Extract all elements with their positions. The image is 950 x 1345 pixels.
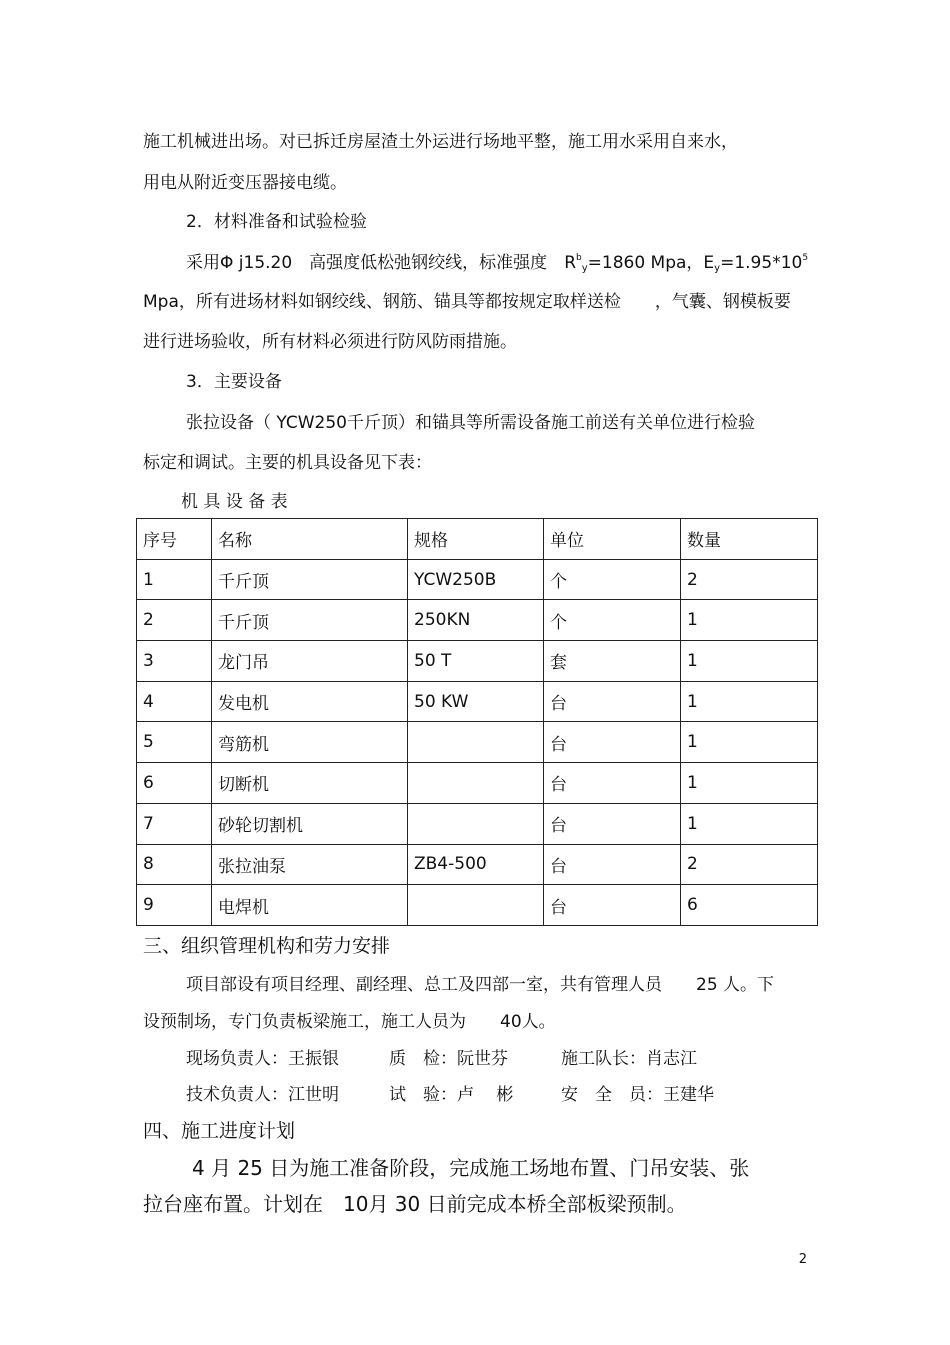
table-cell: 千斤顶 — [212, 559, 408, 600]
table-cell: 3 — [137, 641, 212, 682]
table-cell: 1 — [681, 681, 818, 722]
table-header-cell: 单位 — [544, 519, 681, 560]
table-cell: 50 KW — [408, 681, 544, 722]
section-4-para-1: 4 月 25 日为施工准备阶段，完成施工场地布置、门吊安装、张 — [192, 1156, 750, 1180]
table-header-row — [137, 519, 818, 560]
section-4-para-2: 拉台座布置。计划在 10月 30 日前完成本桥全部板梁预制。 — [143, 1192, 687, 1216]
table-cell: 台 — [544, 681, 681, 722]
table-cell: 1 — [681, 600, 818, 641]
table-cell: 1 — [681, 803, 818, 844]
table-cell: 龙门吊 — [212, 641, 408, 682]
body-line-5: 进行进场验收，所有材料必须进行防风防雨措施。 — [143, 332, 517, 352]
modulus-sub: y — [714, 263, 721, 274]
table-cell — [408, 763, 544, 804]
table-cell: 6 — [681, 885, 818, 926]
steel-strand-text: 采用Φ j15.20 高强度低松弛钢绞线，标准强度 — [186, 253, 565, 273]
staff-0-0: 现场负责人：王振银 — [186, 1049, 339, 1069]
table-cell: 发电机 — [212, 681, 408, 722]
section-3-para-1: 项目部设有项目经理、副经理、总工及四部一室，共有管理人员 25 人。下 — [186, 975, 775, 995]
table-cell: 台 — [544, 803, 681, 844]
table-cell — [408, 885, 544, 926]
table-title: 机 具 设 备 表 — [181, 492, 288, 512]
body-line-3 — [186, 253, 808, 273]
equipment-table-body — [137, 519, 818, 926]
table-cell: 50 T — [408, 641, 544, 682]
body-line-4: Mpa，所有进场材料如钢绞线、钢筋、锚具等都按规定取样送检 ，气囊、钢模板要 — [143, 292, 791, 312]
body-line-1: 施工机械进出场。对已拆迁房屋渣土外运进行场地平整，施工用水采用自来水， — [143, 132, 738, 152]
table-cell: 电焊机 — [212, 885, 408, 926]
table-cell: 弯筋机 — [212, 722, 408, 763]
staff-0-1: 质 检：阮世芬 — [389, 1049, 508, 1069]
table-cell: 9 — [137, 885, 212, 926]
table-cell: 1 — [137, 559, 212, 600]
table-cell: YCW250B — [408, 559, 544, 600]
table-header-cell: 序号 — [137, 519, 212, 560]
table-cell: 6 — [137, 763, 212, 804]
strength-symbol: R — [564, 253, 576, 273]
table-cell: 250KN — [408, 600, 544, 641]
table-row — [137, 885, 818, 926]
modulus-exponent: 5 — [802, 253, 809, 263]
modulus-value: =1.95*10 — [720, 253, 803, 273]
table-cell: 4 — [137, 681, 212, 722]
subheading-materials: 2．材料准备和试验检验 — [186, 212, 367, 232]
table-cell: 套 — [544, 641, 681, 682]
table-cell: 个 — [544, 600, 681, 641]
table-cell: 2 — [681, 844, 818, 885]
table-cell: 1 — [681, 722, 818, 763]
table-header-cell: 数量 — [681, 519, 818, 560]
table-cell: 千斤顶 — [212, 600, 408, 641]
staff-0-2: 施工队长：肖志江 — [561, 1049, 697, 1069]
table-cell: 台 — [544, 844, 681, 885]
table-row — [137, 722, 818, 763]
body-line-7: 标定和调试。主要的机具设备见下表： — [143, 453, 432, 473]
table-cell: 2 — [137, 600, 212, 641]
section-3-heading: 三、组织管理机构和劳力安排 — [143, 935, 391, 957]
table-row — [137, 559, 818, 600]
table-cell: ZB4-500 — [408, 844, 544, 885]
body-line-2: 用电从附近变压器接电缆。 — [143, 173, 347, 193]
table-cell: 5 — [137, 722, 212, 763]
table-cell: 1 — [681, 763, 818, 804]
page-number: 2 — [798, 1252, 807, 1267]
table-cell: 砂轮切割机 — [212, 803, 408, 844]
section-3-para-2: 设预制场，专门负责板梁施工，施工人员为 40人。 — [143, 1012, 556, 1032]
section-4-heading: 四、施工进度计划 — [143, 1120, 296, 1142]
table-cell: 2 — [681, 559, 818, 600]
table-cell: 台 — [544, 722, 681, 763]
staff-1-2: 安 全 员：王建华 — [561, 1085, 714, 1105]
table-row — [137, 681, 818, 722]
table-cell: 8 — [137, 844, 212, 885]
table-header-cell: 规格 — [408, 519, 544, 560]
table-cell: 切断机 — [212, 763, 408, 804]
table-row — [137, 803, 818, 844]
staff-1-0: 技术负责人：江世明 — [186, 1085, 339, 1105]
table-cell — [408, 803, 544, 844]
subheading-equipment: 3．主要设备 — [186, 372, 282, 392]
table-cell: 台 — [544, 763, 681, 804]
strength-value: =1860 Mpa，E — [587, 253, 715, 273]
table-cell: 1 — [681, 641, 818, 682]
table-row — [137, 763, 818, 804]
table-row — [137, 600, 818, 641]
table-cell — [408, 722, 544, 763]
table-cell: 张拉油泵 — [212, 844, 408, 885]
table-row — [137, 641, 818, 682]
equipment-table — [136, 518, 818, 926]
table-cell: 7 — [137, 803, 212, 844]
table-cell: 个 — [544, 559, 681, 600]
body-line-6: 张拉设备（ YCW250千斤顶）和锚具等所需设备施工前送有关单位进行检验 — [186, 413, 755, 433]
strength-sup: b — [576, 253, 582, 263]
table-header-cell: 名称 — [212, 519, 408, 560]
strength-sub: y — [581, 263, 588, 274]
table-row — [137, 844, 818, 885]
table-cell: 台 — [544, 885, 681, 926]
staff-1-1: 试 验：卢 彬 — [389, 1085, 514, 1105]
